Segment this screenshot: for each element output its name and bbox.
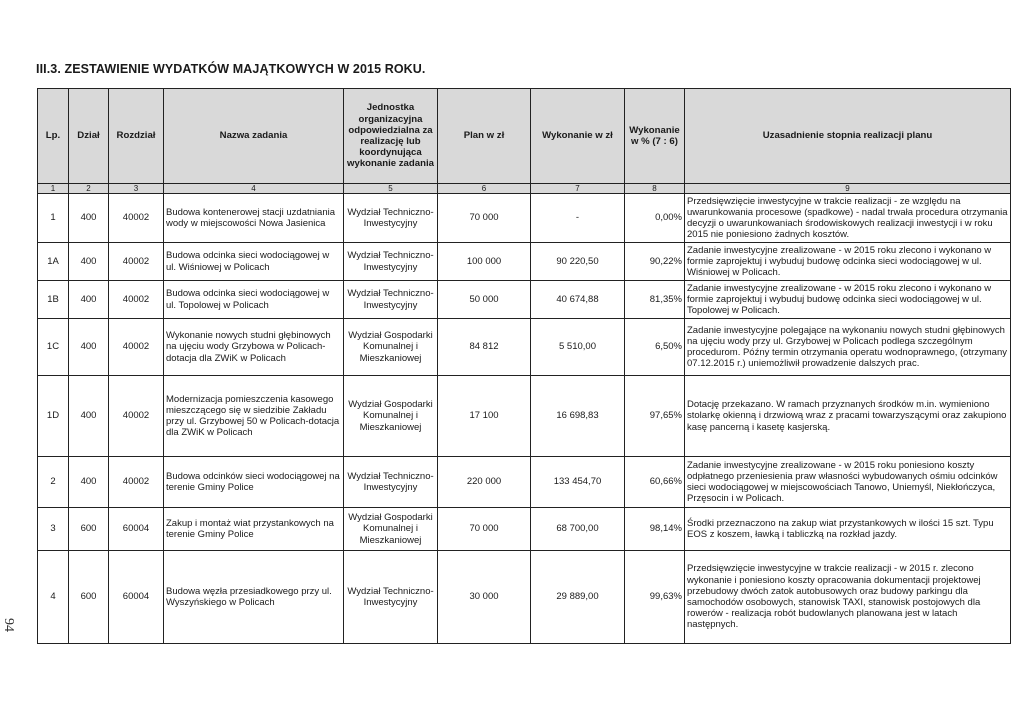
cell-plan: 50 000 bbox=[438, 281, 531, 319]
cell-lp: 1C bbox=[38, 319, 69, 376]
cell-wykonanie: 90 220,50 bbox=[531, 243, 625, 281]
cell-jednostka: Wydział Techniczno-Inwestycyjny bbox=[344, 194, 438, 243]
page-title: III.3. ZESTAWIENIE WYDATKÓW MAJĄTKOWYCH W 2015 ROKU. bbox=[36, 62, 426, 76]
cell-nazwa: Budowa odcinka sieci wodociągowej w ul. Wiśniowej w Policach bbox=[164, 243, 344, 281]
header-wykonanie: Wykonanie w zł bbox=[531, 89, 625, 184]
header-uzasadnienie: Uzasadnienie stopnia realizacji planu bbox=[685, 89, 1011, 184]
column-number: 9 bbox=[685, 184, 1011, 194]
cell-nazwa: Modernizacja pomieszczenia kasowego mieszczącego się w siedzibie Zakładu przy ul. Grzybowej 50 w Policach-dotacja dla ZWiK w Policach bbox=[164, 376, 344, 457]
column-number: 4 bbox=[164, 184, 344, 194]
cell-procent: 6,50% bbox=[625, 319, 685, 376]
cell-rozdzial: 40002 bbox=[109, 243, 164, 281]
cell-wykonanie: 5 510,00 bbox=[531, 319, 625, 376]
header-row bbox=[38, 89, 1011, 184]
cell-dzial: 400 bbox=[69, 243, 109, 281]
column-number-row bbox=[38, 184, 1011, 194]
header-procent: Wykonanie w % (7 : 6) bbox=[625, 89, 685, 184]
table-row bbox=[38, 281, 1011, 319]
cell-jednostka: Wydział Gospodarki Komunalnej i Mieszkaniowej bbox=[344, 376, 438, 457]
cell-rozdzial: 40002 bbox=[109, 319, 164, 376]
cell-jednostka: Wydział Techniczno-Inwestycyjny bbox=[344, 457, 438, 508]
table-row bbox=[38, 457, 1011, 508]
cell-procent: 99,63% bbox=[625, 551, 685, 644]
cell-wykonanie: 68 700,00 bbox=[531, 508, 625, 551]
cell-plan: 84 812 bbox=[438, 319, 531, 376]
cell-uzasadnienie: Dotację przekazano. W ramach przyznanych środków m.in. wymieniono stolarkę okienną i drzwiową wraz z pracami towarzyszącymi oraz zakupiono kasę pancerną i kasetę kasjerską. bbox=[685, 376, 1011, 457]
table-row bbox=[38, 376, 1011, 457]
cell-dzial: 600 bbox=[69, 508, 109, 551]
cell-lp: 2 bbox=[38, 457, 69, 508]
cell-plan: 17 100 bbox=[438, 376, 531, 457]
cell-wykonanie: 16 698,83 bbox=[531, 376, 625, 457]
cell-plan: 30 000 bbox=[438, 551, 531, 644]
cell-procent: 0,00% bbox=[625, 194, 685, 243]
cell-lp: 3 bbox=[38, 508, 69, 551]
cell-plan: 70 000 bbox=[438, 508, 531, 551]
cell-rozdzial: 40002 bbox=[109, 194, 164, 243]
cell-dzial: 400 bbox=[69, 376, 109, 457]
cell-procent: 81,35% bbox=[625, 281, 685, 319]
cell-dzial: 400 bbox=[69, 281, 109, 319]
cell-lp: 1A bbox=[38, 243, 69, 281]
cell-nazwa: Wykonanie nowych studni głębinowych na ujęciu wody Grzybowa w Policach-dotacja dla ZWiK w Policach bbox=[164, 319, 344, 376]
page-number: 94 bbox=[1, 618, 16, 632]
cell-dzial: 400 bbox=[69, 319, 109, 376]
header-rozdzial: Rozdział bbox=[109, 89, 164, 184]
cell-rozdzial: 40002 bbox=[109, 281, 164, 319]
cell-dzial: 400 bbox=[69, 457, 109, 508]
cell-uzasadnienie: Środki przeznaczono na zakup wiat przystankowych w ilości 15 szt. Typu EOS z koszem, ławką i tabliczką na rozkład jazdy. bbox=[685, 508, 1011, 551]
cell-procent: 90,22% bbox=[625, 243, 685, 281]
cell-lp: 1D bbox=[38, 376, 69, 457]
column-number: 2 bbox=[69, 184, 109, 194]
table-row bbox=[38, 194, 1011, 243]
cell-dzial: 600 bbox=[69, 551, 109, 644]
column-number: 3 bbox=[109, 184, 164, 194]
cell-uzasadnienie: Zadanie inwestycyjne zrealizowane - w 2015 roku zlecono i wykonano w formie zaprojektuj i wybuduj budowę odcinka sieci wodociągowej w ul. Topolowej w Policach. bbox=[685, 281, 1011, 319]
cell-plan: 220 000 bbox=[438, 457, 531, 508]
cell-nazwa: Budowa odcinków sieci wodociągowej na terenie Gminy Police bbox=[164, 457, 344, 508]
cell-dzial: 400 bbox=[69, 194, 109, 243]
cell-lp: 1 bbox=[38, 194, 69, 243]
cell-procent: 97,65% bbox=[625, 376, 685, 457]
table-row bbox=[38, 319, 1011, 376]
cell-jednostka: Wydział Techniczno-Inwestycyjny bbox=[344, 281, 438, 319]
cell-jednostka: Wydział Techniczno-Inwestycyjny bbox=[344, 243, 438, 281]
cell-nazwa: Budowa węzła przesiadkowego przy ul. Wyszyńskiego w Policach bbox=[164, 551, 344, 644]
cell-nazwa: Zakup i montaż wiat przystankowych na terenie Gminy Police bbox=[164, 508, 344, 551]
cell-procent: 60,66% bbox=[625, 457, 685, 508]
cell-plan: 70 000 bbox=[438, 194, 531, 243]
header-nazwa: Nazwa zadania bbox=[164, 89, 344, 184]
header-jednostka: Jednostka organizacyjna odpowiedzialna za realizację lub koordynująca wykonanie zadania bbox=[344, 89, 438, 184]
cell-rozdzial: 60004 bbox=[109, 551, 164, 644]
cell-plan: 100 000 bbox=[438, 243, 531, 281]
column-number: 7 bbox=[531, 184, 625, 194]
cell-lp: 1B bbox=[38, 281, 69, 319]
header-dzial: Dział bbox=[69, 89, 109, 184]
column-number: 8 bbox=[625, 184, 685, 194]
cell-rozdzial: 40002 bbox=[109, 457, 164, 508]
table-row bbox=[38, 508, 1011, 551]
header-lp: Lp. bbox=[38, 89, 69, 184]
cell-jednostka: Wydział Gospodarki Komunalnej i Mieszkaniowej bbox=[344, 319, 438, 376]
expenditure-table bbox=[37, 88, 1011, 644]
cell-uzasadnienie: Zadanie inwestycyjne polegające na wykonaniu nowych studni głębinowych na ujęciu wody przy ul. Grzybowej w Policach podlega szczególnym procedurom. Późny termin otrzymania operatu wodnoprawnego, (otrzymany 07.12.2015 r.) uniemożliwił prowadzenie dalszych prac. bbox=[685, 319, 1011, 376]
column-number: 5 bbox=[344, 184, 438, 194]
cell-uzasadnienie: Przedsięwzięcie inwestycyjne w trakcie realizacji - w 2015 r. zlecono wykonanie i poniesiono koszty opracowania dokumentacji projektowej przebudowy dwóch zatok autobusowych oraz budowy parkingu dla samochodów osobowych, stanowisk TAXI, stanowisk postojowych dla rowerów - realizacja robót budowlanych planowana jest w latach następnych. bbox=[685, 551, 1011, 644]
header-plan: Plan w zł bbox=[438, 89, 531, 184]
cell-uzasadnienie: Zadanie inwestycyjne zrealizowane - w 2015 roku zlecono i wykonano w formie zaprojektuj i wybuduj budowę odcinka sieci wodociągowej w ul. Wiśniowej w Policach. bbox=[685, 243, 1011, 281]
cell-rozdzial: 40002 bbox=[109, 376, 164, 457]
cell-wykonanie: - bbox=[531, 194, 625, 243]
cell-wykonanie: 29 889,00 bbox=[531, 551, 625, 644]
cell-wykonanie: 40 674,88 bbox=[531, 281, 625, 319]
table-row bbox=[38, 243, 1011, 281]
column-number: 6 bbox=[438, 184, 531, 194]
cell-jednostka: Wydział Techniczno-Inwestycyjny bbox=[344, 551, 438, 644]
cell-uzasadnienie: Przedsięwzięcie inwestycyjne w trakcie realizacji - ze względu na uwarunkowania procesowe (spadkowe) - nadal trwała procedura otrzymania decyzji o uwarunkowaniach środowiskowych realizacji inwestycji i w roku 2015 nie poniesiono żadnych kosztów. bbox=[685, 194, 1011, 243]
cell-uzasadnienie: Zadanie inwestycyjne zrealizowane - w 2015 roku poniesiono koszty odpłatnego przeniesienia praw własności wybudowanych ośmiu odcinków sieci wodociągowej w miejscowościach Tanowo, Uniemyśl, Niekłończyca, Przęsocin i w Policach. bbox=[685, 457, 1011, 508]
cell-nazwa: Budowa kontenerowej stacji uzdatniania wody w miejscowości Nowa Jasienica bbox=[164, 194, 344, 243]
cell-jednostka: Wydział Gospodarki Komunalnej i Mieszkaniowej bbox=[344, 508, 438, 551]
cell-lp: 4 bbox=[38, 551, 69, 644]
cell-rozdzial: 60004 bbox=[109, 508, 164, 551]
cell-procent: 98,14% bbox=[625, 508, 685, 551]
cell-nazwa: Budowa odcinka sieci wodociągowej w ul. Topolowej w Policach bbox=[164, 281, 344, 319]
cell-wykonanie: 133 454,70 bbox=[531, 457, 625, 508]
table-row bbox=[38, 551, 1011, 644]
column-number: 1 bbox=[38, 184, 69, 194]
